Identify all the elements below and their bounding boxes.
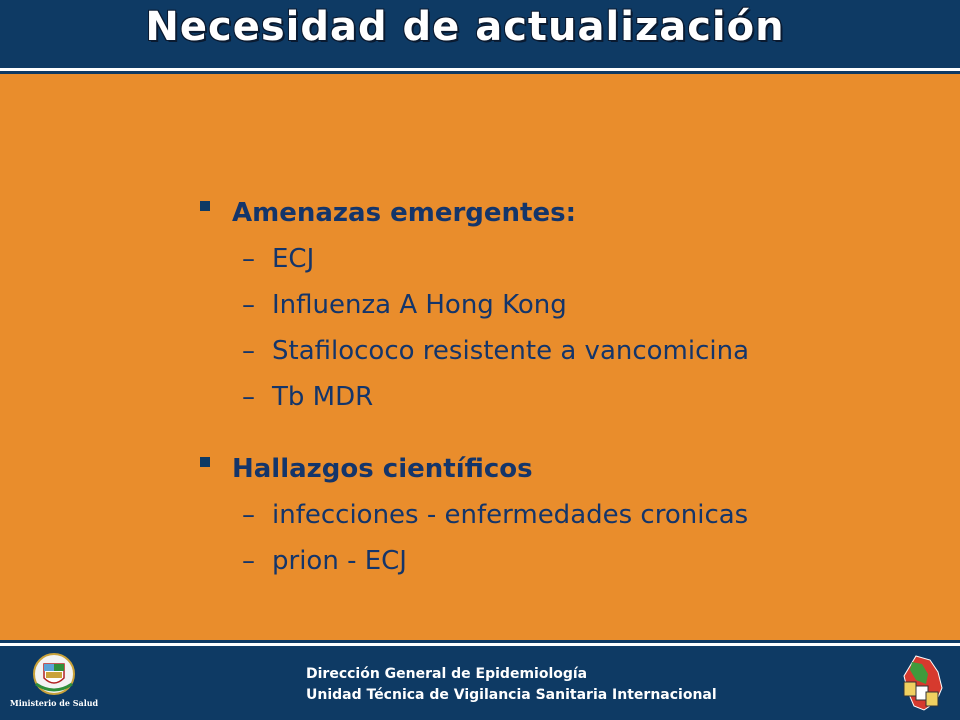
list-item-text: prion - ECJ [272, 546, 407, 576]
section-heading [196, 190, 896, 236]
dge-map-logo-icon [898, 652, 948, 716]
section-label: Amenazas emergentes: [232, 198, 576, 228]
section-label: Hallazgos científicos [232, 454, 533, 484]
list-item [196, 282, 896, 328]
list-item-text: Stafilococo resistente a vancomicina [272, 336, 750, 366]
list-item-text: Influenza A Hong Kong [272, 290, 567, 320]
ministry-label: Ministerio de Salud [9, 698, 99, 708]
footer-line-1: Dirección General de Epidemiología [306, 666, 588, 682]
section-amenazas [196, 190, 896, 420]
dash-bullet: – [242, 546, 255, 576]
list-item-text: Tb MDR [272, 382, 374, 412]
section-heading [196, 446, 896, 492]
dash-bullet: – [242, 500, 255, 530]
list-item [196, 374, 896, 420]
list-item [196, 538, 896, 584]
list-item [196, 492, 896, 538]
slide-content [196, 190, 896, 610]
footer-line-2: Unidad Técnica de Vigilancia Sanitaria Internacional [306, 687, 717, 703]
dash-bullet: – [242, 336, 255, 366]
footer-band [0, 646, 960, 720]
dash-bullet: – [242, 290, 255, 320]
dash-bullet: – [242, 244, 255, 274]
section-hallazgos [196, 446, 896, 584]
slide-title: Necesidad de actualización [145, 4, 785, 50]
header-divider-dark [0, 71, 960, 74]
square-bullet-icon [200, 201, 210, 211]
list-item-text: ECJ [272, 244, 315, 274]
list-item [196, 328, 896, 374]
list-item [196, 236, 896, 282]
list-item-text: infecciones - enfermedades cronicas [272, 500, 749, 530]
square-bullet-icon [200, 457, 210, 467]
footer-text [306, 664, 726, 706]
header-band [0, 0, 960, 68]
dash-bullet: – [242, 382, 255, 412]
